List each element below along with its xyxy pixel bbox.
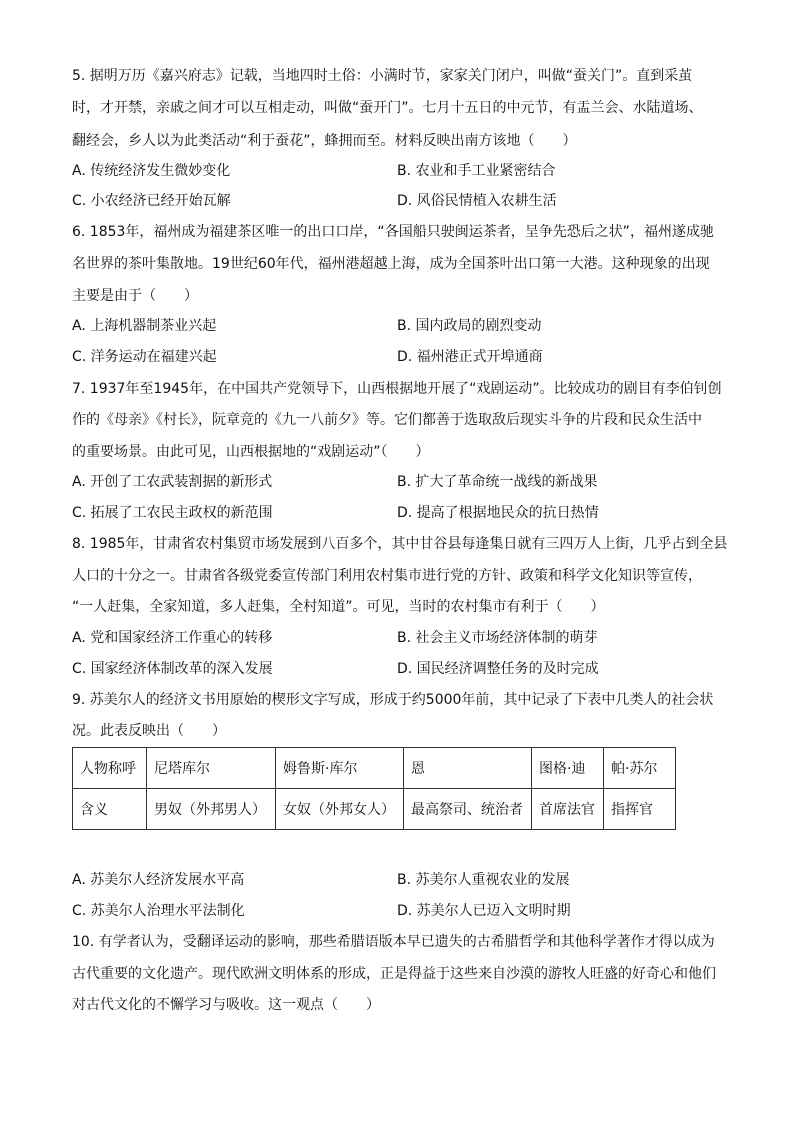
question-stem-line: 人口的十分之一。甘肃省各级党委宣传部门利用农村集市进行党的方针、政策和科学文化知识等宣传， xyxy=(72,568,702,584)
option-c: C. 拓展了工农民主政权的新范围 xyxy=(72,505,273,521)
question-stem-line: 5. 据明万历《嘉兴府志》记载，当地四时土俗：小满时节，家家关门闭户，叫做“蚕关门”。直到采茧 xyxy=(72,68,693,84)
option-d: D. 福州港正式开埠通商 xyxy=(397,349,543,365)
question-stem-line: 6. 1853年，福州成为福建茶区唯一的出口口岸，“各国船只驶闽运茶者，呈争先恐后之状”，福州遂成驰 xyxy=(72,224,714,240)
question-stem-line: 时，才开禁，亲戚之间才可以互相走动，叫做“蚕开门”。七月十五日的中元节，有盂兰会、水陆道场、 xyxy=(72,100,703,116)
question-stem-line: 10. 有学者认为，受翻译运动的影响，那些希腊语版本早已遗失的古希腊哲学和其他科学著作才得以成为 xyxy=(72,934,715,950)
question-stem-line: 名世界的茶叶集散地。19世纪60年代，福州港超越上海，成为全国茶叶出口第一大港。这种现象的出现 xyxy=(72,256,710,272)
option-b: B. 社会主义市场经济体制的萌芽 xyxy=(397,630,598,646)
option-a: A. 苏美尔人经济发展水平高 xyxy=(72,872,245,888)
table-row xyxy=(73,748,676,789)
option-c: C. 洋务运动在福建兴起 xyxy=(72,349,217,365)
option-b: B. 扩大了革命统一战线的新战果 xyxy=(397,474,598,490)
sumerian-social-table xyxy=(72,747,676,830)
table-header-cell: 恩 xyxy=(404,748,532,789)
table-header-cell: 帕·苏尔 xyxy=(604,748,676,789)
table-cell: 指挥官 xyxy=(604,789,676,830)
question-stem-line: 8. 1985年，甘肃省农村集贸市场发展到八百多个，其中甘谷县每逢集日就有三四万人上街，几乎占到全县 xyxy=(72,536,728,552)
question-stem-line: “一人赶集，全家知道，多人赶集，全村知道”。可见，当时的农村集市有利于（ ） xyxy=(72,599,605,615)
question-stem-line: 的重要场景。由此可见，山西根据地的“戏剧运动”（ ） xyxy=(72,444,430,460)
table-cell: 最高祭司、统治者 xyxy=(404,789,532,830)
option-b: B. 国内政局的剧烈变动 xyxy=(397,318,542,334)
option-b: B. 农业和手工业紧密结合 xyxy=(397,163,556,179)
table-header-cell: 人物称呼 xyxy=(73,748,147,789)
option-a: A. 传统经济发生微妙变化 xyxy=(72,163,231,179)
table-header-cell: 图格·迪 xyxy=(532,748,604,789)
option-b: B. 苏美尔人重视农业的发展 xyxy=(397,872,570,888)
table-cell: 含义 xyxy=(73,789,147,830)
table-cell: 女奴（外邦女人） xyxy=(276,789,404,830)
question-stem-line: 作的《母亲》《村长》，阮章竞的《九一八前夕》等。它们都善于选取敌后现实斗争的片段和民众生活中 xyxy=(72,412,702,428)
option-d: D. 国民经济调整任务的及时完成 xyxy=(397,661,599,677)
option-a: A. 党和国家经济工作重心的转移 xyxy=(72,630,273,646)
question-stem-line: 况。此表反映出（ ） xyxy=(72,723,226,739)
question-stem-line: 古代重要的文化遗产。现代欧洲文明体系的形成，正是得益于这些来自沙漠的游牧人旺盛的好奇心和他们 xyxy=(72,966,716,982)
option-c: C. 小农经济已经开始瓦解 xyxy=(72,193,231,209)
table-cell: 首席法官 xyxy=(532,789,604,830)
question-stem-line: 7. 1937年至1945年，在中国共产党领导下，山西根据地开展了“戏剧运动”。比较成功的剧目有李伯钊创 xyxy=(72,381,722,397)
table-header-cell: 姆鲁斯·库尔 xyxy=(276,748,404,789)
table-row xyxy=(73,789,676,830)
option-a: A. 上海机器制茶业兴起 xyxy=(72,318,217,334)
question-stem-line: 主要是由于（ ） xyxy=(72,288,198,304)
question-stem-line: 9. 苏美尔人的经济文书用原始的楔形文字写成，形成于约5000年前，其中记录了下表中几类人的社会状 xyxy=(72,692,714,708)
table-cell: 男奴（外邦男人） xyxy=(147,789,276,830)
option-d: D. 风俗民情植入农耕生活 xyxy=(397,193,557,209)
option-d: D. 苏美尔人已迈入文明时期 xyxy=(397,903,571,919)
option-c: C. 国家经济体制改革的深入发展 xyxy=(72,661,273,677)
table-header-cell: 尼塔库尔 xyxy=(147,748,276,789)
option-a: A. 开创了工农武装割据的新形式 xyxy=(72,474,273,490)
question-stem-line: 对古代文化的不懈学习与吸收。这一观点（ ） xyxy=(72,997,380,1013)
question-stem-line: 翻经会，乡人以为此类活动“利于蚕花”，蜂拥而至。材料反映出南方该地（ ） xyxy=(72,133,577,149)
option-d: D. 提高了根据地民众的抗日热情 xyxy=(397,505,599,521)
option-c: C. 苏美尔人治理水平法制化 xyxy=(72,903,245,919)
